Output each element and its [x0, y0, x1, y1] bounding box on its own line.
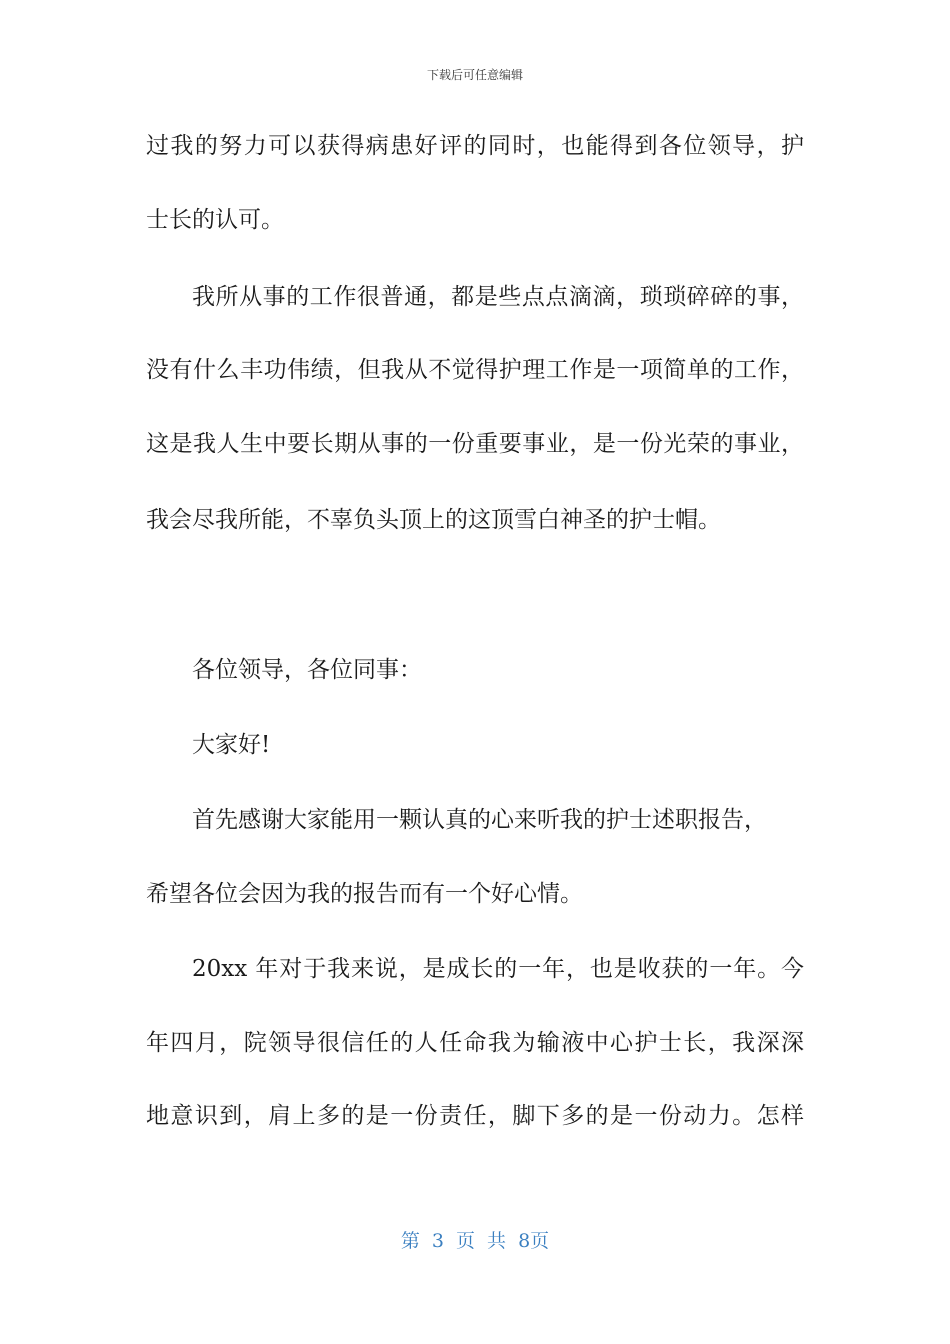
paragraph-line: 年四月，院领导很信任的人任命我为输液中心护士长，我深深 [146, 1030, 804, 1056]
paragraph-line: 首先感谢大家能用一颗认真的心来听我的护士述职报告， [192, 807, 767, 833]
paragraph-line: 没有什么丰功伟绩，但我从不觉得护理工作是一项简单的工作， [146, 357, 804, 383]
salutation: 各位领导，各位同事： [192, 657, 422, 683]
paragraph-line: 过我的努力可以获得病患好评的同时，也能得到各位领导，护 [146, 133, 804, 159]
paragraph-line: 士长的认可。 [146, 207, 284, 233]
paragraph-line: 希望各位会因为我的报告而有一个好心情。 [146, 881, 583, 907]
paragraph-line: 地意识到，肩上多的是一份责任，脚下多的是一份动力。怎样 [146, 1103, 804, 1129]
paragraph-line: 我所从事的工作很普通，都是些点点滴滴，琐琐碎碎的事， [192, 284, 804, 310]
paragraph-line: 这是我人生中要长期从事的一份重要事业，是一份光荣的事业， [146, 431, 804, 457]
page-number-footer: 第 3 页 共 8页 [400, 1230, 550, 1252]
paragraph-line: 20xx 年对于我来说，是成长的一年，也是收获的一年。今 [192, 956, 804, 982]
paragraph-line: 我会尽我所能，不辜负头顶上的这顶雪白神圣的护士帽。 [146, 507, 721, 533]
greeting: 大家好! [192, 732, 271, 758]
page-header: 下载后可任意编辑 [426, 68, 523, 82]
